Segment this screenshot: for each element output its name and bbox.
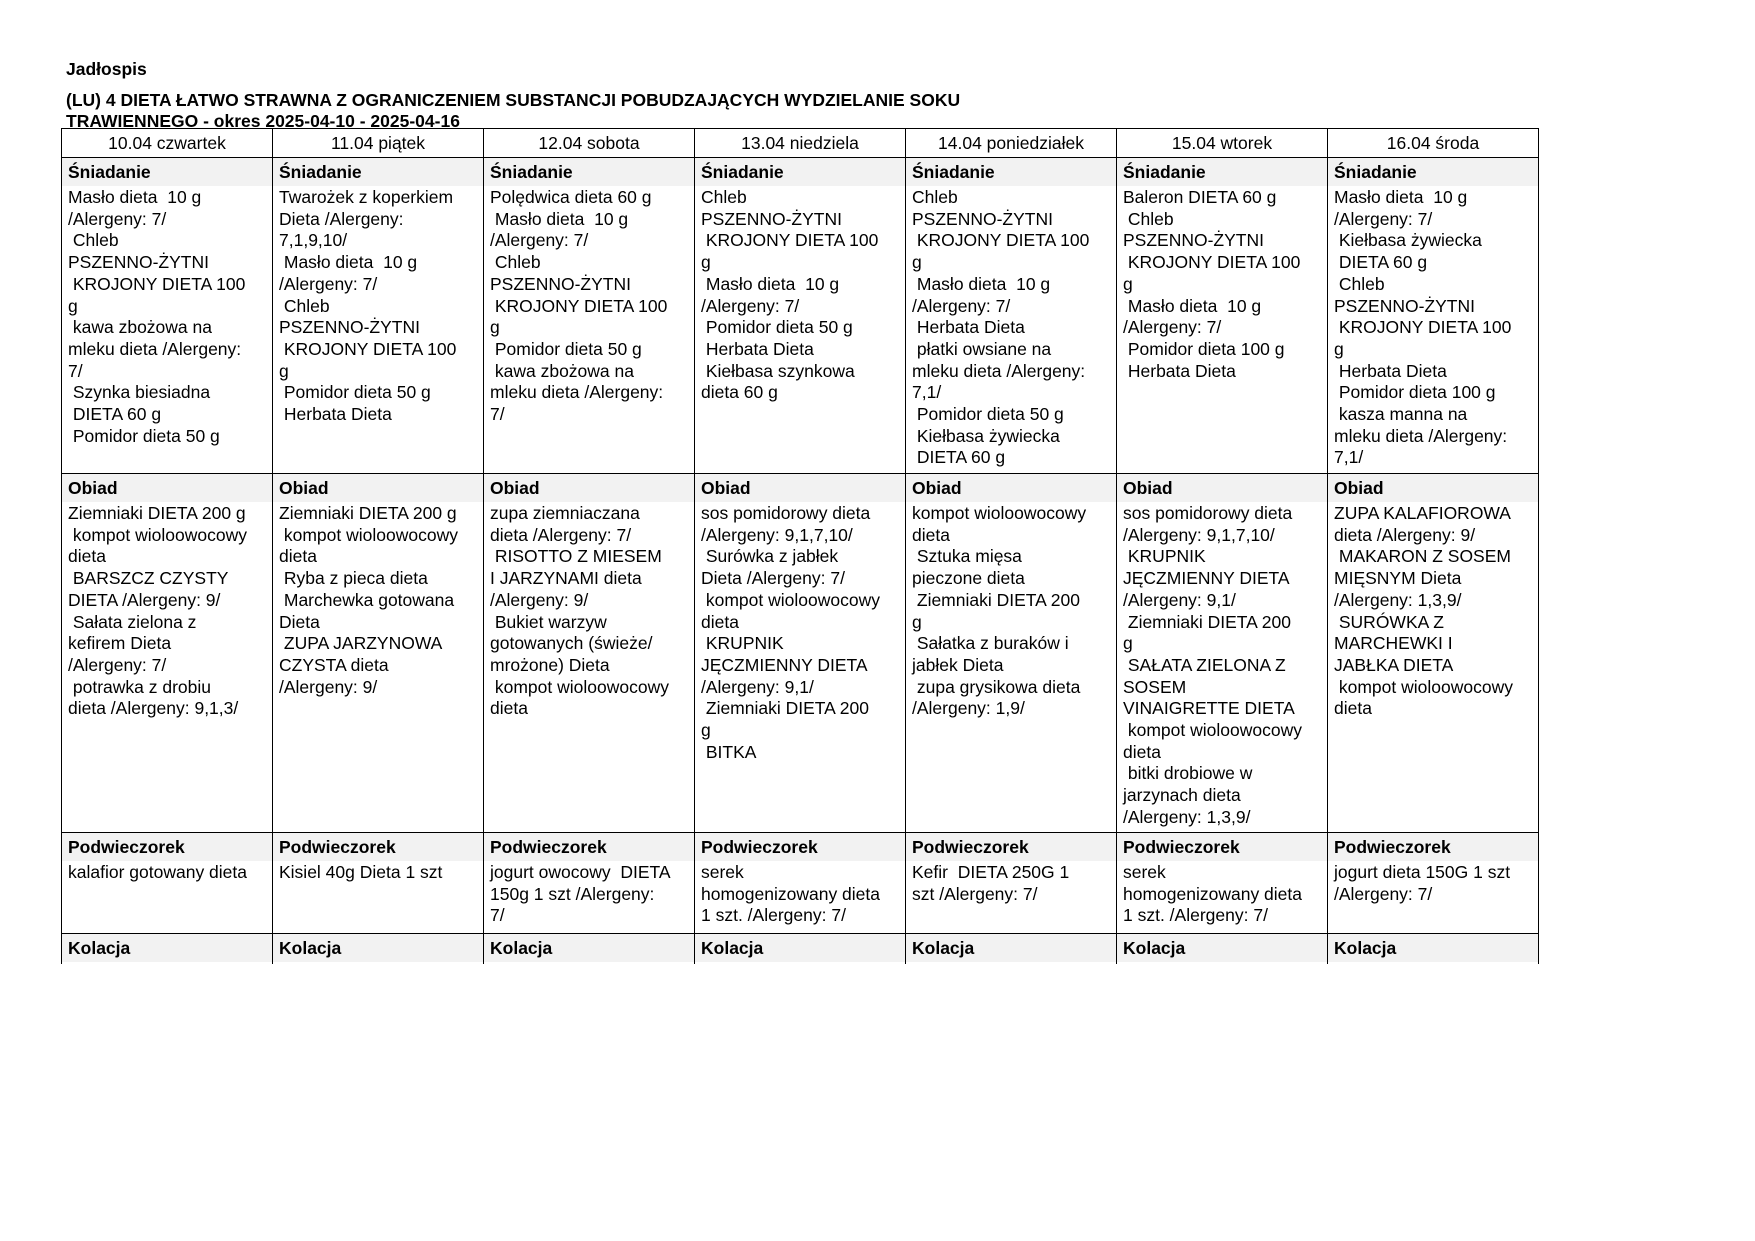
lunch-items: kompot wioloowocowy dieta Sztuka mięsa pieczone dieta Ziemniaki DIETA 200 g Sałatka z buraków i jabłek Dieta zupa grysikowa dieta /Alergeny: 1,9/: [912, 503, 1087, 719]
menu-table: [61, 128, 1539, 964]
lunch-items: Ziemniaki DIETA 200 g kompot wioloowocowy dieta Ryba z pieca dieta Marchewka gotowana Dieta ZUPA JARZYNOWA CZYSTA dieta /Alergeny: 9/: [279, 503, 458, 697]
meal-label-dinner: Kolacja: [1117, 934, 1327, 962]
snack-items: Kisiel 40g Dieta 1 szt: [279, 862, 443, 882]
meal-label-dinner: Kolacja: [273, 934, 483, 962]
snack-items: kalafior gotowany dieta: [68, 862, 247, 882]
breakfast-items: Baleron DIETA 60 g Chleb PSZENNO-ŻYTNI KROJONY DIETA 100 g Masło dieta 10 g /Alergeny: 7/ Pomidor dieta 100 g Herbata Dieta: [1123, 187, 1301, 381]
breakfast-items: Masło dieta 10 g /Alergeny: 7/ Chleb PSZENNO-ŻYTNI KROJONY DIETA 100 g kawa zbożowa na mleku dieta /Alergeny: 7/ Szynka biesiadna DIETA 60 g Pomidor dieta 50 g: [68, 187, 246, 446]
day-header: 12.04 sobota: [484, 129, 695, 158]
meal-label-breakfast: Śniadanie: [1117, 158, 1327, 186]
lunch-row: [62, 474, 1539, 833]
lunch-items: sos pomidorowy dieta /Alergeny: 9,1,7,10/ KRUPNIK JĘCZMIENNY DIETA /Alergeny: 9,1/ Ziemniaki DIETA 200 g SAŁATA ZIELONA Z SOSEM VINAIGRETTE DIETA kompot wioloowocowy dieta bitki drobiowe w jarzynach dieta /Alergeny: 1,3,9/: [1123, 503, 1302, 827]
meal-label-breakfast: Śniadanie: [695, 158, 905, 186]
document-subtitle-continuation: TRAWIENNEGO - okres 2025-04-10 - 2025-04-16: [66, 111, 460, 131]
meal-label-snack: Podwieczorek: [906, 833, 1116, 861]
meal-label-breakfast: Śniadanie: [1328, 158, 1538, 186]
breakfast-items: Polędwica dieta 60 g Masło dieta 10 g /Alergeny: 7/ Chleb PSZENNO-ŻYTNI KROJONY DIETA 100 g Pomidor dieta 50 g kawa zbożowa na mleku dieta /Alergeny: 7/: [490, 187, 668, 425]
snack-cell: [695, 833, 906, 934]
snack-items: serek homogenizowany dieta 1 szt. /Alergeny: 7/: [701, 862, 881, 926]
dinner-cell: [273, 934, 484, 965]
dinner-cell: [1117, 934, 1328, 965]
day-header: 14.04 poniedziałek: [906, 129, 1117, 158]
day-header: 15.04 wtorek: [1117, 129, 1328, 158]
snack-items: Kefir DIETA 250G 1 szt /Alergeny: 7/: [912, 862, 1070, 904]
dinner-cell: [62, 934, 273, 965]
snack-cell: [906, 833, 1117, 934]
lunch-cell: [273, 474, 484, 833]
lunch-items: sos pomidorowy dieta /Alergeny: 9,1,7,10/ Surówka z jabłek Dieta /Alergeny: 7/ kompot wioloowocowy dieta KRUPNIK JĘCZMIENNY DIETA /Alergeny: 9,1/ Ziemniaki DIETA 200 g BITKA: [701, 503, 880, 762]
meal-label-lunch: Obiad: [906, 474, 1116, 502]
day-header-row: [62, 129, 1539, 158]
lunch-cell: [695, 474, 906, 833]
breakfast-cell: [906, 158, 1117, 474]
lunch-cell: [1117, 474, 1328, 833]
breakfast-items: Chleb PSZENNO-ŻYTNI KROJONY DIETA 100 g Masło dieta 10 g /Alergeny: 7/ Pomidor dieta 50 g Herbata Dieta Kiełbasa szynkowa dieta 60 g: [701, 187, 879, 403]
dinner-cell: [695, 934, 906, 965]
snack-items: jogurt dieta 150G 1 szt /Alergeny: 7/: [1334, 862, 1511, 904]
breakfast-items: Masło dieta 10 g /Alergeny: 7/ Kiełbasa żywiecka DIETA 60 g Chleb PSZENNO-ŻYTNI KROJONY DIETA 100 g Herbata Dieta Pomidor dieta 100 g kasza manna na mleku dieta /Alergeny: 7,1/: [1334, 187, 1512, 468]
meal-label-breakfast: Śniadanie: [273, 158, 483, 186]
snack-cell: [484, 833, 695, 934]
snack-row: [62, 833, 1539, 934]
snack-cell: [1328, 833, 1539, 934]
document-header: [66, 59, 1516, 131]
meal-label-dinner: Kolacja: [484, 934, 694, 962]
meal-label-dinner: Kolacja: [62, 934, 272, 962]
day-header: 10.04 czwartek: [62, 129, 273, 158]
lunch-cell: [484, 474, 695, 833]
meal-label-snack: Podwieczorek: [1328, 833, 1538, 861]
meal-label-dinner: Kolacja: [1328, 934, 1538, 962]
document-title: Jadłospis: [66, 59, 147, 79]
lunch-items: Ziemniaki DIETA 200 g kompot wioloowocowy dieta BARSZCZ CZYSTY DIETA /Alergeny: 9/ Sałata zielona z kefirem Dieta /Alergeny: 7/ potrawka z drobiu dieta /Alergeny: 9,1,3/: [68, 503, 247, 719]
document-subtitle: (LU) 4 DIETA ŁATWO STRAWNA Z OGRANICZENIEM SUBSTANCJI POBUDZAJĄCYCH WYDZIELANIE SOKU: [66, 90, 961, 110]
day-header: 13.04 niedziela: [695, 129, 906, 158]
meal-label-lunch: Obiad: [695, 474, 905, 502]
dinner-cell: [906, 934, 1117, 965]
breakfast-cell: [62, 158, 273, 474]
dinner-cell: [1328, 934, 1539, 965]
day-header: 16.04 środa: [1328, 129, 1539, 158]
meal-label-breakfast: Śniadanie: [62, 158, 272, 186]
dinner-row: [62, 934, 1539, 965]
meal-label-lunch: Obiad: [1328, 474, 1538, 502]
meal-label-breakfast: Śniadanie: [484, 158, 694, 186]
snack-cell: [1117, 833, 1328, 934]
snack-cell: [273, 833, 484, 934]
meal-label-snack: Podwieczorek: [62, 833, 272, 861]
breakfast-cell: [1117, 158, 1328, 474]
meal-label-breakfast: Śniadanie: [906, 158, 1116, 186]
snack-items: serek homogenizowany dieta 1 szt. /Alergeny: 7/: [1123, 862, 1303, 926]
lunch-items: zupa ziemniaczana dieta /Alergeny: 7/ RISOTTO Z MIESEM I JARZYNAMI dieta /Alergeny: 9/ Bukiet warzyw gotowanych (świeże/ mrożone) Dieta kompot wioloowocowy dieta: [490, 503, 669, 719]
snack-items: jogurt owocowy DIETA 150g 1 szt /Alergeny: 7/: [490, 862, 671, 926]
meal-label-snack: Podwieczorek: [273, 833, 483, 861]
snack-cell: [62, 833, 273, 934]
meal-label-lunch: Obiad: [1117, 474, 1327, 502]
meal-label-snack: Podwieczorek: [484, 833, 694, 861]
breakfast-cell: [1328, 158, 1539, 474]
breakfast-cell: [273, 158, 484, 474]
meal-label-dinner: Kolacja: [695, 934, 905, 962]
meal-label-dinner: Kolacja: [906, 934, 1116, 962]
breakfast-cell: [484, 158, 695, 474]
meal-label-snack: Podwieczorek: [1117, 833, 1327, 861]
subtitle-wrap: [66, 89, 1516, 131]
meal-label-lunch: Obiad: [484, 474, 694, 502]
breakfast-row: [62, 158, 1539, 474]
meal-label-snack: Podwieczorek: [695, 833, 905, 861]
day-header: 11.04 piątek: [273, 129, 484, 158]
dinner-cell: [484, 934, 695, 965]
lunch-items: ZUPA KALAFIOROWA dieta /Alergeny: 9/ MAKARON Z SOSEM MIĘSNYM Dieta /Alergeny: 1,3,9/ SURÓWKA Z MARCHEWKI I JABŁKA DIETA kompot wioloowocowy dieta: [1334, 503, 1513, 719]
lunch-cell: [906, 474, 1117, 833]
breakfast-cell: [695, 158, 906, 474]
meal-label-lunch: Obiad: [273, 474, 483, 502]
meal-label-lunch: Obiad: [62, 474, 272, 502]
lunch-cell: [1328, 474, 1539, 833]
lunch-cell: [62, 474, 273, 833]
breakfast-items: Chleb PSZENNO-ŻYTNI KROJONY DIETA 100 g Masło dieta 10 g /Alergeny: 7/ Herbata Dieta płatki owsiane na mleku dieta /Alergeny: 7,1/ Pomidor dieta 50 g Kiełbasa żywiecka DIETA 60 g: [912, 187, 1090, 468]
breakfast-items: Twarożek z koperkiem Dieta /Alergeny: 7,1,9,10/ Masło dieta 10 g /Alergeny: 7/ Chleb PSZENNO-ŻYTNI KROJONY DIETA 100 g Pomidor dieta 50 g Herbata Dieta: [279, 187, 457, 425]
